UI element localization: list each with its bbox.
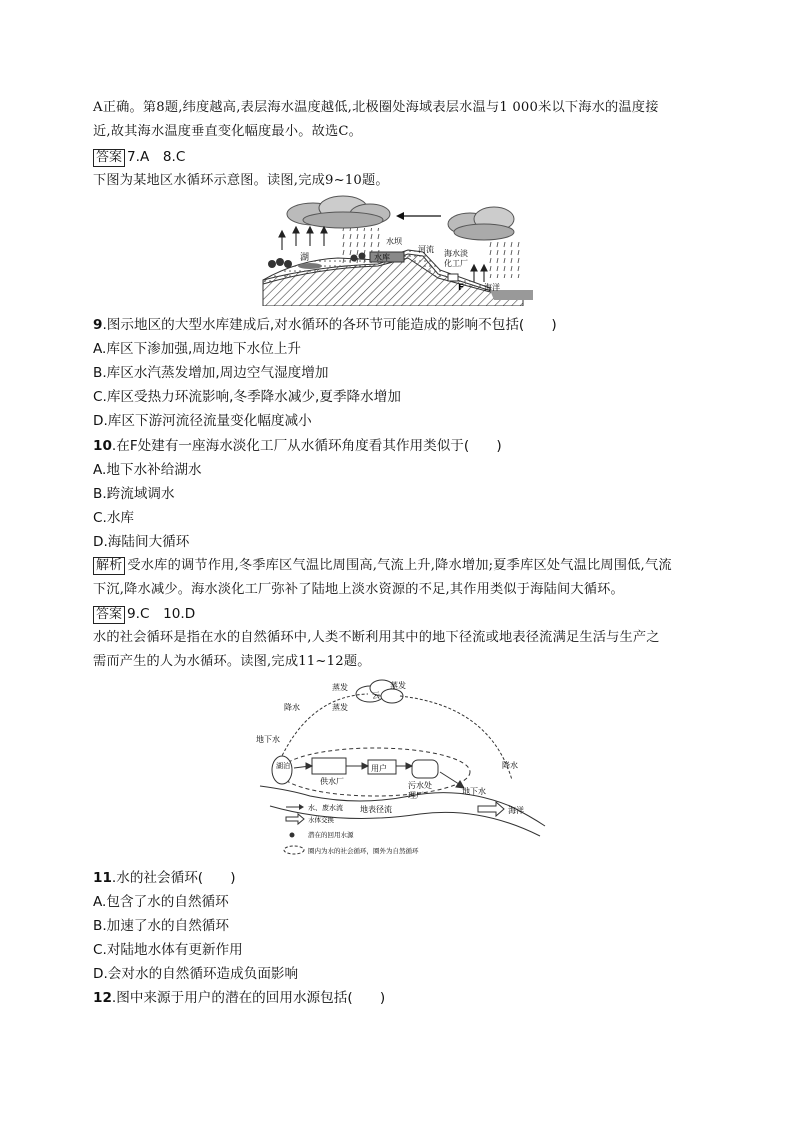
label-runoff: 地表径流 (360, 805, 392, 814)
label-evap-2: 蒸发 (390, 681, 406, 690)
label-dam: 水坝 (386, 237, 402, 246)
question-text: .图中来源于用户的潜在的回用水源包括( ) (111, 990, 386, 1006)
label-groundwater-2: 地下水 (462, 787, 486, 796)
legend-flow: 水、废水流 (308, 804, 343, 812)
explanation-line: 近,故其海水温度垂直变化幅度最小。故选C。 (93, 124, 363, 139)
option-10-d: D.海陆间大循环 (93, 534, 190, 550)
question-text: .水的社会循环( ) (111, 870, 236, 886)
question-9-stem (93, 315, 703, 335)
desalination-plant (448, 274, 458, 281)
answer-7-8 (93, 147, 703, 167)
water-cycle-figure (258, 194, 538, 306)
label-lake: 湖 (300, 253, 310, 263)
question-text: .图示地区的大型水库建成后,对水循环的各环节可能造成的影响不包括( ) (102, 317, 557, 333)
answer-tag: 答案 (93, 606, 125, 624)
option-11-b: B.加速了水的自然循环 (93, 918, 229, 934)
option-9-b: B.库区水汽蒸发增加,周边空气湿度增加 (93, 365, 329, 381)
intro-11-12: 水的社会循环是指在水的自然循环中,人类不断利用其中的地下径流或地表径流满足生活与生产之 (93, 630, 660, 645)
question-12-stem (93, 988, 703, 1008)
waterworks-icon (312, 758, 346, 774)
question-11-stem (93, 868, 703, 888)
label-river: 河流 (418, 245, 434, 254)
option-10-c: C.水库 (93, 510, 135, 526)
option-11-a: A.包含了水的自然循环 (93, 894, 229, 910)
question-10-stem (93, 436, 703, 456)
answer-tag: 答案 (93, 149, 125, 167)
option-9-a: A.库区下渗加强,周边地下水位上升 (93, 341, 302, 357)
label-waterworks: 供水厂 (320, 777, 344, 786)
label-user: 用户 (371, 764, 387, 773)
lake (298, 263, 322, 269)
option-9-d: D.库区下游河流径流量变化幅度减小 (93, 413, 312, 429)
explanation-line: A正确。第8题,纬度越高,表层海水温度越低,北极圈处海域表层水温与1 000米以下海水的温度接 (93, 100, 659, 115)
option-11-d: D.会对水的自然循环造成负面影响 (93, 966, 299, 982)
analysis-tag: 解析 (93, 557, 125, 575)
cloud-right (448, 207, 514, 240)
answer-9-10 (93, 604, 703, 624)
legend-exchange: 水体交换 (308, 816, 334, 824)
label-lake: 湖泊 (276, 762, 290, 770)
label-desal2: 化工厂 (444, 259, 468, 268)
option-11-c: C.对陆地水体有更新作用 (93, 942, 243, 958)
sewage-plant-icon (412, 760, 438, 778)
label-sewage-1: 污水处 (408, 781, 432, 790)
question-number: 12 (93, 990, 112, 1006)
label-ocean: 海洋 (508, 806, 524, 815)
label-evap-3: 蒸发 (332, 703, 348, 712)
option-10-a: A.地下水补给湖水 (93, 462, 202, 478)
question-number: 10 (93, 438, 112, 454)
label-f: F (458, 283, 465, 293)
label-rain-2: 降水 (502, 761, 518, 770)
legend-reuse: 潜在的回用水源 (308, 831, 354, 839)
wind-arrow (396, 212, 441, 220)
social-water-cycle-figure (250, 676, 550, 860)
ocean-arrow (478, 802, 524, 816)
answer-text: 9.C 10.D (127, 606, 196, 622)
analysis-text: 受水库的调节作用,冬季库区气温比周围高,气流上升,降水增加;夏季库区处气温比周围低,气流 (127, 558, 672, 573)
label-evap-1: 蒸发 (332, 683, 348, 692)
label-cloud: 云 (372, 691, 380, 700)
label-ocean: 海洋 (484, 283, 500, 292)
intro-9-10: 下图为某地区水循环示意图。读图,完成9~10题。 (93, 173, 389, 188)
question-number: 9 (93, 317, 103, 333)
option-10-b: B.跨流域调水 (93, 486, 175, 502)
label-groundwater-1: 地下水 (256, 735, 280, 744)
question-text: .在F处建有一座海水淡化工厂从水循环角度看其作用类似于( ) (111, 438, 502, 454)
lake-icon (272, 756, 292, 784)
analysis-line: 下沉,降水减少。海水淡化工厂弥补了陆地上淡水资源的不足,其作用类似于海陆间大循环。 (93, 582, 624, 597)
rain-right (488, 240, 524, 278)
label-reservoir: 水库 (374, 253, 390, 262)
option-9-c: C.库区受热力环流影响,冬季降水减少,夏季降水增加 (93, 389, 401, 405)
label-desal: 海水淡 (444, 249, 468, 258)
label-rain-1: 降水 (284, 703, 300, 712)
answer-text: 7.A 8.C (127, 149, 186, 165)
legend-boundary: 圈内为水的社会循环，圈外为自然循环 (308, 847, 419, 855)
legend (284, 803, 419, 855)
question-number: 11 (93, 870, 112, 886)
intro-11-12: 需而产生的人为水循环。读图,完成11~12题。 (93, 654, 371, 669)
label-sewage-2: 理厂 (408, 791, 424, 800)
cloud-left (287, 196, 390, 228)
analysis-line (93, 556, 703, 576)
